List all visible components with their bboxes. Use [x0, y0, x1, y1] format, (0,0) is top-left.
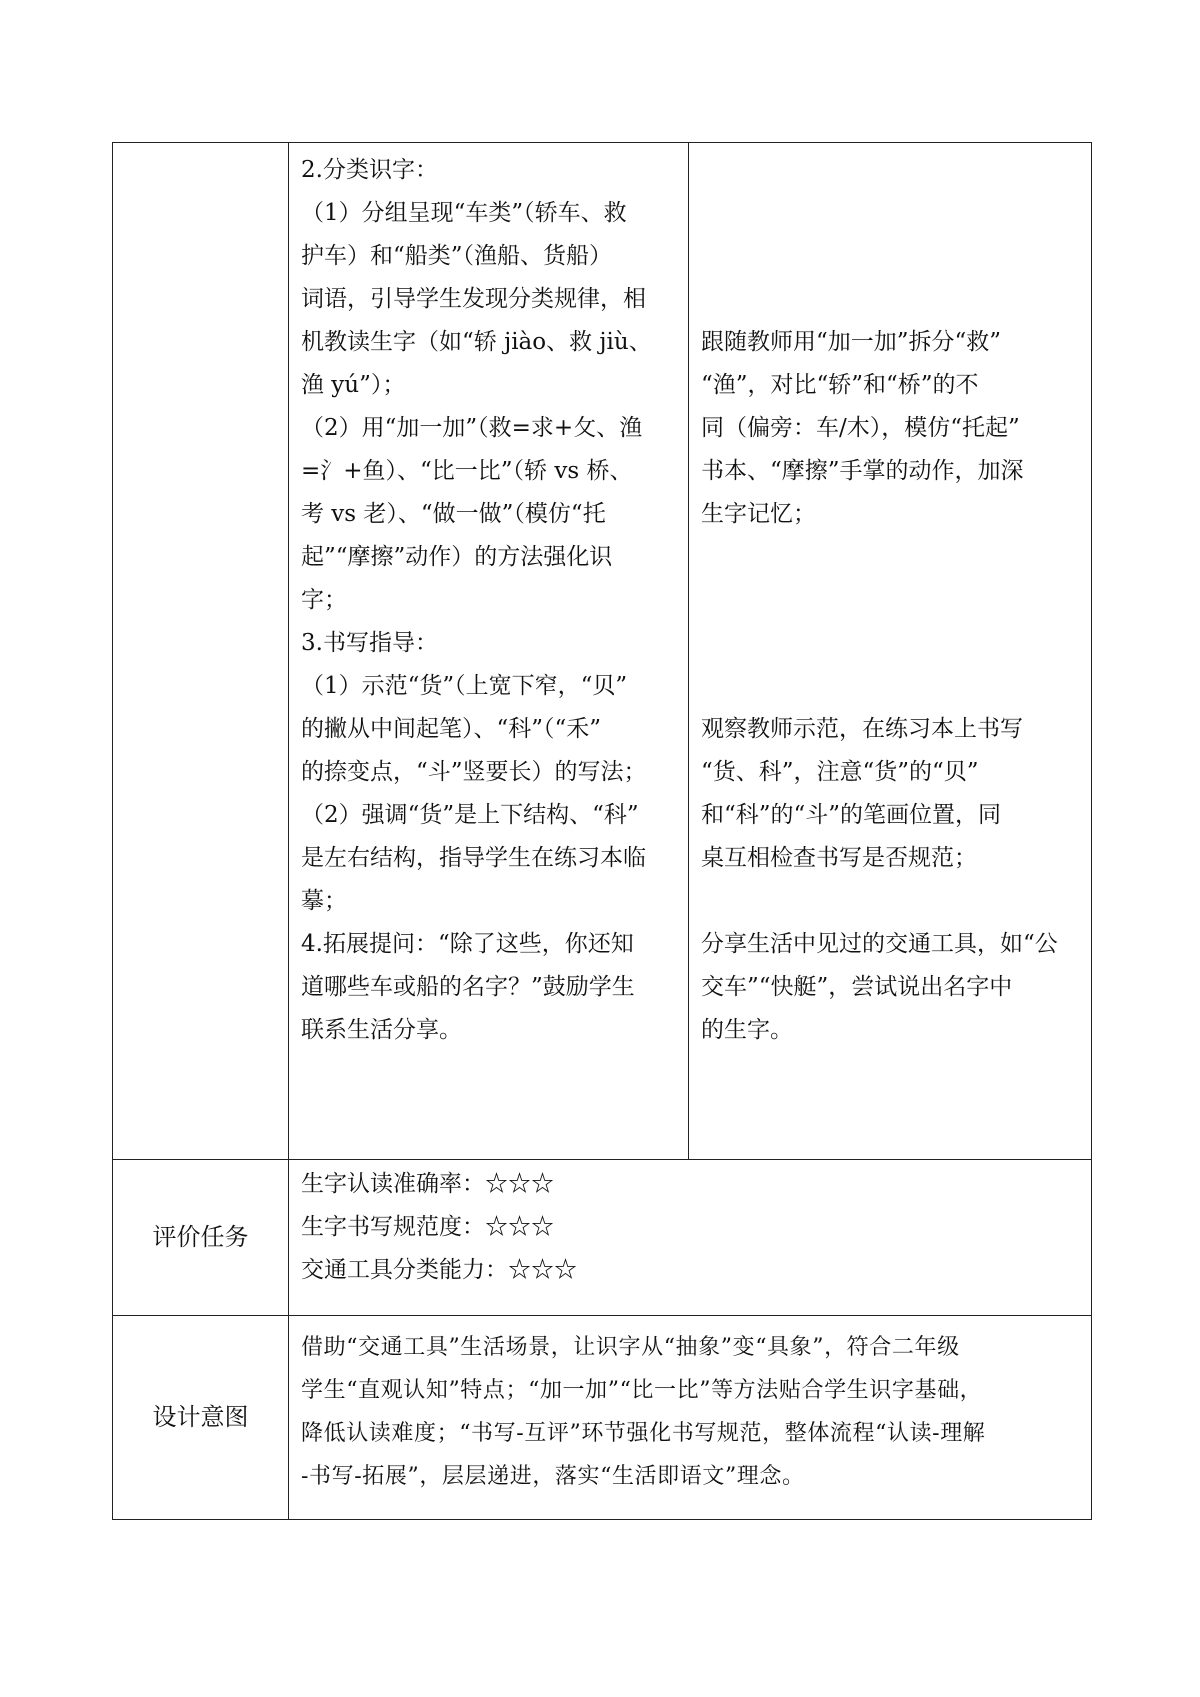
teacher-line: （1）分组呈现“车类”（轿车、救 [301, 200, 627, 226]
teacher-line: 渔 yú”）； [301, 372, 406, 398]
lesson-plan-table [112, 142, 1092, 1520]
student-line: 交车”“快艇”，尝试说出名字中 [701, 974, 1013, 1000]
teacher-line: 道哪些车或船的名字？”鼓励学生 [301, 974, 635, 1000]
teacher-line: 护车）和“船类”（渔船、货船） [301, 243, 613, 269]
teacher-line: （1）示范“货”（上宽下窄，“贝” [301, 673, 628, 699]
student-line: “货、科”，注意“货”的“贝” [701, 759, 979, 785]
design-line: 学生“直观认知”特点；“加一加”“比一比”等方法贴合学生识字基础， [301, 1378, 983, 1403]
evaluation-row [113, 1160, 1092, 1316]
teacher-line: 字； [301, 587, 347, 613]
design-content [289, 1316, 1092, 1520]
teacher-line: 3.书写指导： [301, 630, 438, 656]
teacher-line: 词语，引导学生发现分类规律，相 [301, 286, 646, 312]
evaluation-item: 生字书写规范度：☆☆☆ [301, 1214, 554, 1240]
student-line: 分享生活中见过的交通工具，如“公 [701, 931, 1058, 957]
design-line: 降低认读难度；“书写-互评”环节强化书写规范，整体流程“认读-理解 [301, 1421, 986, 1446]
teacher-line: 的捺变点，“斗”竖要长）的写法； [301, 759, 647, 785]
evaluation-item: 生字认读准确率：☆☆☆ [301, 1171, 554, 1197]
teacher-line: 考 vs 老）、“做一做”（模仿“托 [301, 501, 606, 527]
student-activity-cell [689, 143, 1092, 1160]
student-line: 观察教师示范，在练习本上书写 [701, 716, 1023, 742]
teacher-line: 起”“摩擦”动作）的方法强化识 [301, 544, 613, 570]
teacher-line: 4.拓展提问：“除了这些，你还知 [301, 931, 634, 957]
teacher-activity-cell [289, 143, 689, 1160]
student-line: 桌互相检查书写是否规范； [701, 845, 977, 871]
student-line: 跟随教师用“加一加”拆分“救” [701, 329, 1002, 355]
teacher-line: （2）用“加一加”（救=求+攵、渔 [301, 415, 643, 441]
design-line: -书写-拓展”，层层递进，落实“生活即语文”理念。 [301, 1464, 805, 1489]
evaluation-content [289, 1160, 1092, 1316]
evaluation-label: 评价任务 [113, 1160, 289, 1316]
process-row [113, 143, 1092, 1160]
design-row [113, 1316, 1092, 1520]
student-line: “渔”，对比“轿”和“桥”的不 [701, 372, 979, 398]
teacher-line: 2.分类识字： [301, 157, 438, 183]
teacher-line: （2）强调“货”是上下结构、“科” [301, 802, 639, 828]
teacher-line: 联系生活分享。 [301, 1017, 462, 1043]
design-label: 设计意图 [113, 1316, 289, 1520]
student-line: 书本、“摩擦”手掌的动作，加深 [701, 458, 1024, 484]
teacher-line: =氵+鱼）、“比一比”（轿 vs 桥、 [301, 458, 633, 484]
student-line: 和“科”的“斗”的笔画位置，同 [701, 802, 1002, 828]
student-line: 的生字。 [701, 1017, 793, 1043]
student-line: 生字记忆； [701, 501, 816, 527]
process-label-cell [113, 143, 289, 1160]
teacher-line: 摹； [301, 888, 347, 914]
teacher-line: 是左右结构，指导学生在练习本临 [301, 845, 646, 871]
design-line: 借助“交通工具”生活场景，让识字从“抽象”变“具象”，符合二年级 [301, 1335, 960, 1360]
evaluation-item: 交通工具分类能力：☆☆☆ [301, 1257, 577, 1283]
teacher-line: 的撇从中间起笔）、“科”（“禾” [301, 716, 602, 742]
student-line: 同（偏旁：车/木），模仿“托起” [701, 415, 1020, 441]
teacher-line: 机教读生字（如“轿 jiào、救 jiù、 [301, 329, 652, 355]
